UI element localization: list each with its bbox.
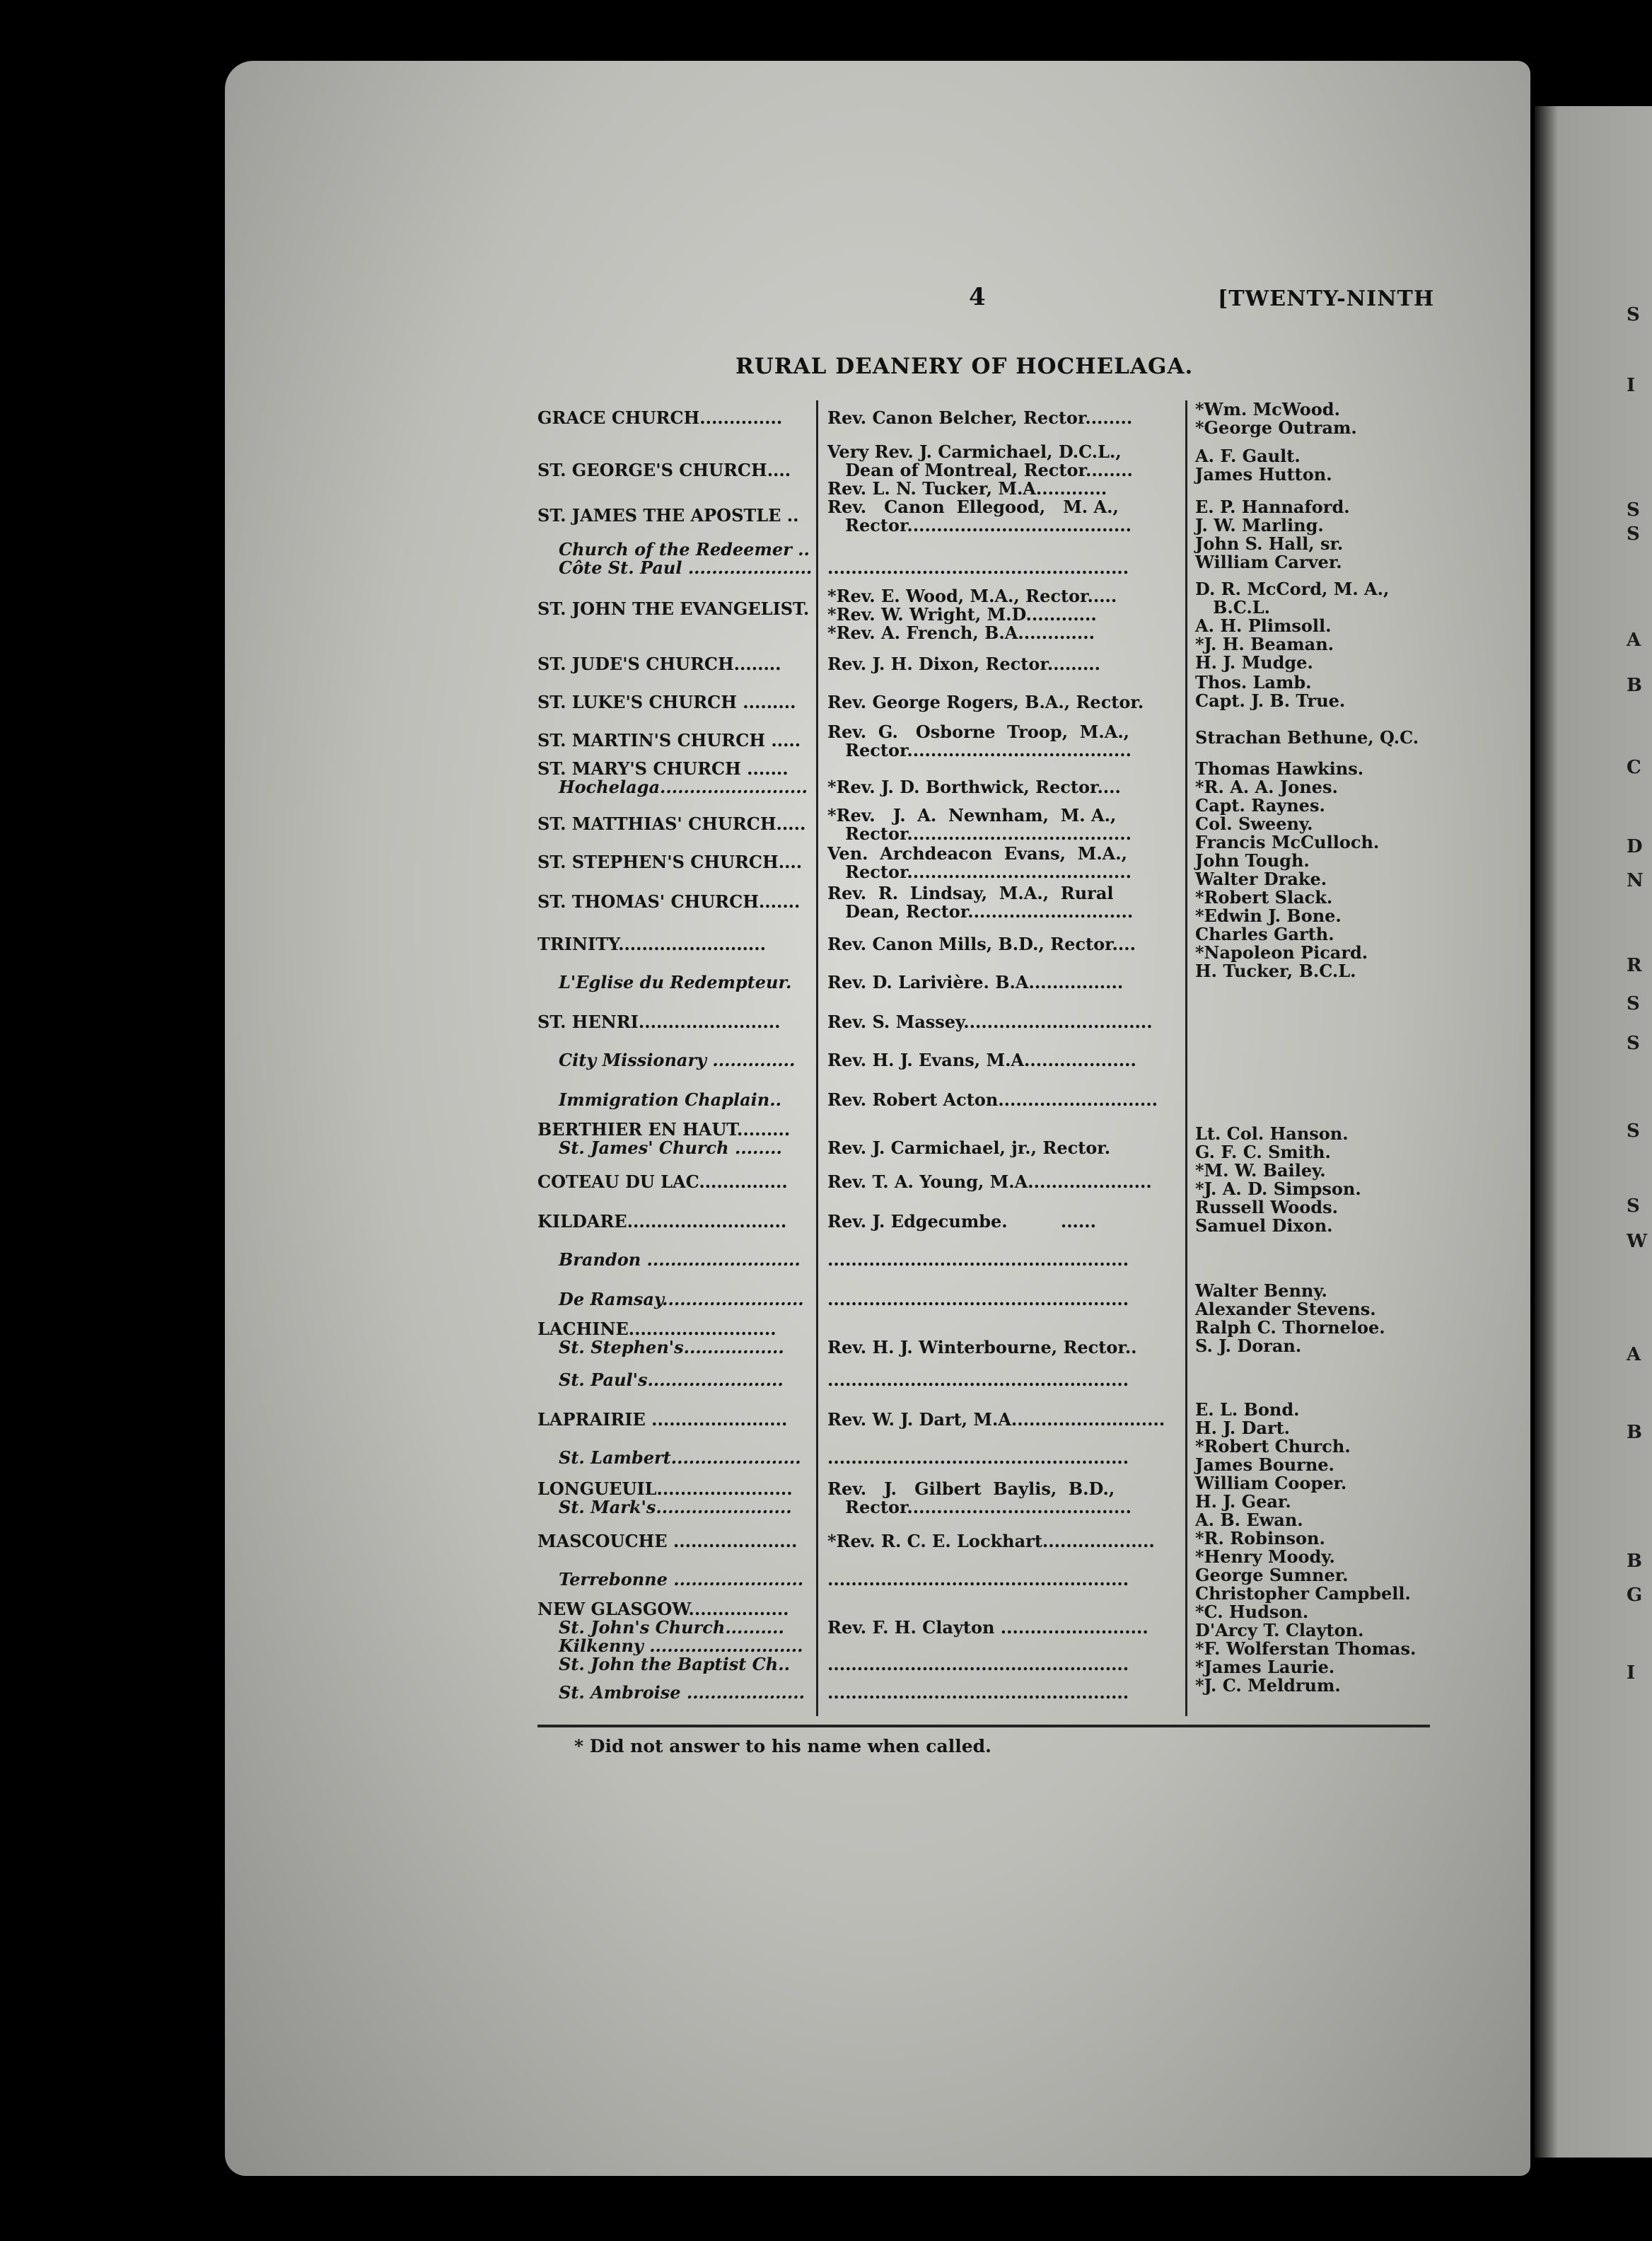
church-entry: L'Eglise du Redempteur. [559, 972, 792, 992]
church-entry: ST. JOHN THE EVANGELIST. [537, 598, 810, 619]
lay-delegate-entry: *James Laurie. [1195, 1657, 1335, 1677]
clergy-entry: *Rev. A. French, B.A............. [827, 622, 1095, 643]
lay-delegate-entry: H. J. Dart. [1195, 1418, 1291, 1438]
lay-delegate-entry: H. J. Mudge. [1195, 652, 1313, 673]
adjacent-page-letter: I [1627, 375, 1636, 396]
lay-delegate-entry: Ralph C. Thorneloe. [1195, 1317, 1385, 1338]
footnote: * Did not answer to his name when called. [574, 1736, 991, 1756]
church-entry: ST. JUDE'S CHURCH........ [537, 654, 781, 674]
adjacent-page-letter: B [1627, 1422, 1642, 1443]
clergy-entry: Rev. R. Lindsay, M.A., Rural [827, 883, 1114, 903]
lay-delegate-entry: J. W. Marling. [1195, 515, 1324, 535]
lay-delegate-entry: *R. A. A. Jones. [1195, 777, 1338, 797]
lay-delegate-entry: *F. Wolferstan Thomas. [1195, 1638, 1417, 1659]
lay-delegate-entry: E. L. Bond. [1195, 1399, 1300, 1420]
lay-delegate-entry: John Tough. [1195, 850, 1310, 871]
lay-delegate-entry: Capt. Raynes. [1195, 795, 1325, 816]
church-entry: St. James' Church ........ [559, 1137, 782, 1158]
clergy-entry: Rector...................................... [827, 823, 1132, 844]
clergy-entry: *Rev. E. Wood, M.A., Rector..... [827, 586, 1117, 606]
lay-delegate-entry: *J. C. Meldrum. [1195, 1675, 1341, 1696]
lay-delegate-entry: *J. A. D. Simpson. [1195, 1179, 1361, 1199]
clergy-entry: Rector...................................... [827, 1497, 1132, 1517]
church-entry: St. Mark's....................... [559, 1497, 792, 1517]
church-entry: ST. GEORGE'S CHURCH.... [537, 460, 791, 480]
church-entry: St. John's Church.......... [559, 1617, 784, 1638]
clergy-entry: Rev. Canon Ellegood, M. A., [827, 497, 1119, 517]
lay-delegate-entry: George Sumner. [1195, 1565, 1349, 1585]
adjacent-page-letter: S [1627, 1195, 1640, 1217]
lay-delegate-entry: Thos. Lamb. [1195, 672, 1312, 693]
clergy-entry: Rev. Canon Mills, B.D., Rector.... [827, 934, 1136, 954]
clergy-entry: Rev. H. J. Winterbourne, Rector.. [827, 1337, 1137, 1357]
lay-delegate-entry: *Robert Slack. [1195, 887, 1333, 908]
lay-delegate-entry: H. J. Gear. [1195, 1491, 1291, 1512]
clergy-entry: Rev. Robert Acton........................... [827, 1089, 1158, 1110]
running-title: [TWENTY-NINTH [1218, 286, 1435, 311]
church-entry: ST. JAMES THE APOSTLE .. [537, 505, 799, 526]
clergy-entry: ................................................... [827, 1447, 1129, 1468]
bottom-rule [537, 1725, 1430, 1727]
church-entry: St. Paul's....................... [559, 1370, 784, 1390]
church-entry: MASCOUCHE ..................... [537, 1531, 798, 1551]
clergy-entry: ................................................... [827, 1249, 1129, 1270]
church-entry: City Missionary .............. [559, 1050, 796, 1070]
clergy-entry: Very Rev. J. Carmichael, D.C.L., [827, 441, 1122, 462]
adjacent-page-letter: A [1627, 1344, 1641, 1365]
adjacent-page-letter: S [1627, 304, 1640, 325]
church-entry: Immigration Chaplain.. [559, 1089, 781, 1110]
church-entry: TRINITY......................... [537, 934, 766, 954]
lay-delegate-entry: James Hutton. [1195, 464, 1332, 485]
adjacent-page-letter: S [1627, 1033, 1640, 1054]
church-entry: ST. MARY'S CHURCH ....... [537, 758, 789, 779]
church-entry: ST. MARTIN'S CHURCH ..... [537, 730, 801, 751]
lay-delegate-entry: D. R. McCord, M. A., [1195, 579, 1390, 599]
lay-delegate-entry: D'Arcy T. Clayton. [1195, 1620, 1364, 1640]
adjacent-page-letter: S [1627, 499, 1640, 521]
lay-delegate-entry: *Napoleon Picard. [1195, 942, 1368, 963]
clergy-entry: Rev. George Rogers, B.A., Rector. [827, 692, 1144, 712]
adjacent-page-letter: S [1627, 1120, 1640, 1142]
lay-delegate-entry: Alexander Stevens. [1195, 1299, 1376, 1319]
lay-delegate-entry: *Edwin J. Bone. [1195, 905, 1342, 926]
lay-delegate-entry: Walter Benny. [1195, 1280, 1327, 1301]
church-entry: LONGUEUIL....................... [537, 1478, 793, 1499]
lay-delegate-entry: H. Tucker, B.C.L. [1195, 961, 1356, 981]
church-entry: St. Stephen's................. [559, 1337, 784, 1357]
adjacent-page-letter: A [1627, 630, 1641, 651]
adjacent-page-letter: S [1627, 993, 1640, 1014]
lay-delegate-entry: A. B. Ewan. [1195, 1510, 1303, 1530]
church-entry: LAPRAIRIE ....................... [537, 1409, 788, 1430]
church-entry: KILDARE........................... [537, 1211, 787, 1232]
clergy-entry: Rev. F. H. Clayton ......................... [827, 1617, 1148, 1638]
page-title: RURAL DEANERY OF HOCHELAGA. [735, 354, 1194, 379]
church-entry: ST. THOMAS' CHURCH....... [537, 891, 801, 912]
church-entry: GRACE CHURCH.............. [537, 407, 783, 428]
lay-delegate-entry: E. P. Hannaford. [1195, 497, 1350, 517]
lay-delegate-entry: *George Outram. [1195, 417, 1357, 438]
church-entry: Hochelaga......................... [559, 777, 808, 797]
clergy-entry: ................................................... [827, 1682, 1129, 1703]
church-entry: Brandon .......................... [559, 1249, 801, 1270]
clergy-entry: Ven. Archdeacon Evans, M.A., [827, 843, 1127, 864]
church-entry: Terrebonne ...................... [559, 1569, 804, 1589]
clergy-entry: ................................................... [827, 1370, 1129, 1390]
church-entry: Kilkenny .......................... [559, 1635, 803, 1656]
adjacent-page-letter: D [1627, 836, 1643, 857]
church-entry: St. Lambert...................... [559, 1447, 801, 1468]
church-entry: NEW GLASGOW................. [537, 1599, 789, 1619]
clergy-entry: Rev. J. Gilbert Baylis, B.D., [827, 1478, 1115, 1499]
clergy-entry: Rev. S. Massey................................ [827, 1012, 1153, 1032]
clergy-entry: Rev. W. J. Dart, M.A.......................... [827, 1409, 1165, 1430]
lay-delegate-entry: John S. Hall, sr. [1195, 533, 1344, 554]
clergy-entry: Rev. T. A. Young, M.A..................... [827, 1171, 1152, 1192]
lay-delegate-entry: *M. W. Bailey. [1195, 1160, 1326, 1181]
clergy-entry: Rev. H. J. Evans, M.A................... [827, 1050, 1136, 1070]
adjacent-page-letter: C [1627, 757, 1641, 778]
clergy-entry: *Rev. W. Wright, M.D............ [827, 604, 1097, 625]
clergy-entry: Rev. J. H. Dixon, Rector......... [827, 654, 1101, 674]
lay-delegate-entry: A. H. Plimsoll. [1195, 615, 1332, 636]
lay-delegate-entry: William Cooper. [1195, 1473, 1347, 1493]
clergy-entry: Rector...................................... [827, 862, 1132, 882]
clergy-entry: Rev. J. Edgecumbe. ...... [827, 1211, 1096, 1232]
church-entry: ST. STEPHEN'S CHURCH.... [537, 852, 803, 872]
church-entry: ST. LUKE'S CHURCH ......... [537, 692, 796, 712]
church-entry: St. John the Baptist Ch.. [559, 1654, 790, 1674]
adjacent-page-letter: B [1627, 675, 1642, 696]
church-entry: Côte St. Paul ..................... [559, 557, 813, 578]
column-rule-right [1185, 400, 1187, 1716]
lay-delegate-entry: *J. H. Beaman. [1195, 634, 1334, 654]
page-number: 4 [969, 283, 986, 311]
clergy-entry: *Rev. J. D. Borthwick, Rector.... [827, 777, 1121, 797]
lay-delegate-entry: Capt. J. B. True. [1195, 690, 1346, 711]
lay-delegate-entry: A. F. Gault. [1195, 446, 1301, 466]
adjacent-page-letter: B [1627, 1551, 1642, 1572]
lay-delegate-entry: James Bourne. [1195, 1454, 1334, 1475]
adjacent-page-letter: R [1627, 955, 1642, 976]
lay-delegate-entry: S. J. Doran. [1195, 1336, 1302, 1356]
church-entry: LACHINE......................... [537, 1319, 776, 1339]
lay-delegate-entry: Col. Sweeny. [1195, 813, 1313, 834]
lay-delegate-entry: G. F. C. Smith. [1195, 1142, 1331, 1162]
lay-delegate-entry: William Carver. [1195, 552, 1342, 572]
lay-delegate-entry: *Wm. McWood. [1195, 399, 1340, 419]
clergy-entry: ................................................... [827, 1654, 1129, 1674]
clergy-entry: ................................................... [827, 557, 1129, 578]
clergy-entry: Dean of Montreal, Rector........ [827, 460, 1133, 480]
clergy-entry: ................................................... [827, 1289, 1129, 1309]
lay-delegate-entry: *C. Hudson. [1195, 1602, 1309, 1622]
adjacent-page-letter: N [1627, 870, 1644, 891]
clergy-entry: *Rev. J. A. Newnham, M. A., [827, 805, 1117, 826]
clergy-entry: ................................................... [827, 1569, 1129, 1589]
lay-delegate-entry: Francis McCulloch. [1195, 832, 1380, 852]
adjacent-page-letter: W [1627, 1231, 1648, 1252]
adjacent-page-letter: I [1627, 1662, 1636, 1684]
lay-delegate-entry: *Henry Moody. [1195, 1546, 1335, 1567]
lay-delegate-entry: Walter Drake. [1195, 869, 1327, 889]
clergy-entry: Rector...................................... [827, 740, 1132, 760]
clergy-entry: Rev. J. Carmichael, jr., Rector. [827, 1137, 1111, 1158]
clergy-entry: *Rev. R. C. E. Lockhart................... [827, 1531, 1155, 1551]
clergy-entry: Rev. G. Osborne Troop, M.A., [827, 722, 1130, 742]
lay-delegate-entry: B.C.L. [1195, 597, 1270, 618]
church-entry: COTEAU DU LAC............... [537, 1171, 788, 1192]
lay-delegate-entry: Thomas Hawkins. [1195, 758, 1364, 779]
clergy-entry: Rector...................................... [827, 515, 1132, 535]
lay-delegate-entry: *Robert Church. [1195, 1436, 1351, 1457]
church-entry: Church of the Redeemer .. [559, 539, 810, 560]
church-entry: ST. MATTHIAS' CHURCH..... [537, 813, 806, 834]
clergy-entry: Rev. L. N. Tucker, M.A............ [827, 478, 1107, 499]
clergy-entry: Rev. Canon Belcher, Rector........ [827, 407, 1133, 428]
lay-delegate-entry: Lt. Col. Hanson. [1195, 1123, 1349, 1144]
church-entry: ST. HENRI........................ [537, 1012, 781, 1032]
adjacent-page-letter: S [1627, 523, 1640, 545]
clergy-entry: Rev. D. Larivière. B.A................ [827, 972, 1124, 992]
lay-delegate-entry: Russell Woods. [1195, 1197, 1338, 1217]
church-entry: BERTHIER EN HAUT......... [537, 1119, 791, 1140]
lay-delegate-entry: Samuel Dixon. [1195, 1215, 1333, 1236]
adjacent-page-letter: G [1627, 1585, 1643, 1606]
church-entry: St. Ambroise .................... [559, 1682, 805, 1703]
lay-delegate-entry: *R. Robinson. [1195, 1528, 1325, 1548]
lay-delegate-entry: Christopher Campbell. [1195, 1583, 1411, 1604]
clergy-entry: Dean, Rector............................ [827, 901, 1134, 922]
lay-delegate-entry: Strachan Bethune, Q.C. [1195, 727, 1419, 748]
lay-delegate-entry: Charles Garth. [1195, 924, 1334, 944]
church-entry: De Ramsay........................ [559, 1289, 804, 1309]
